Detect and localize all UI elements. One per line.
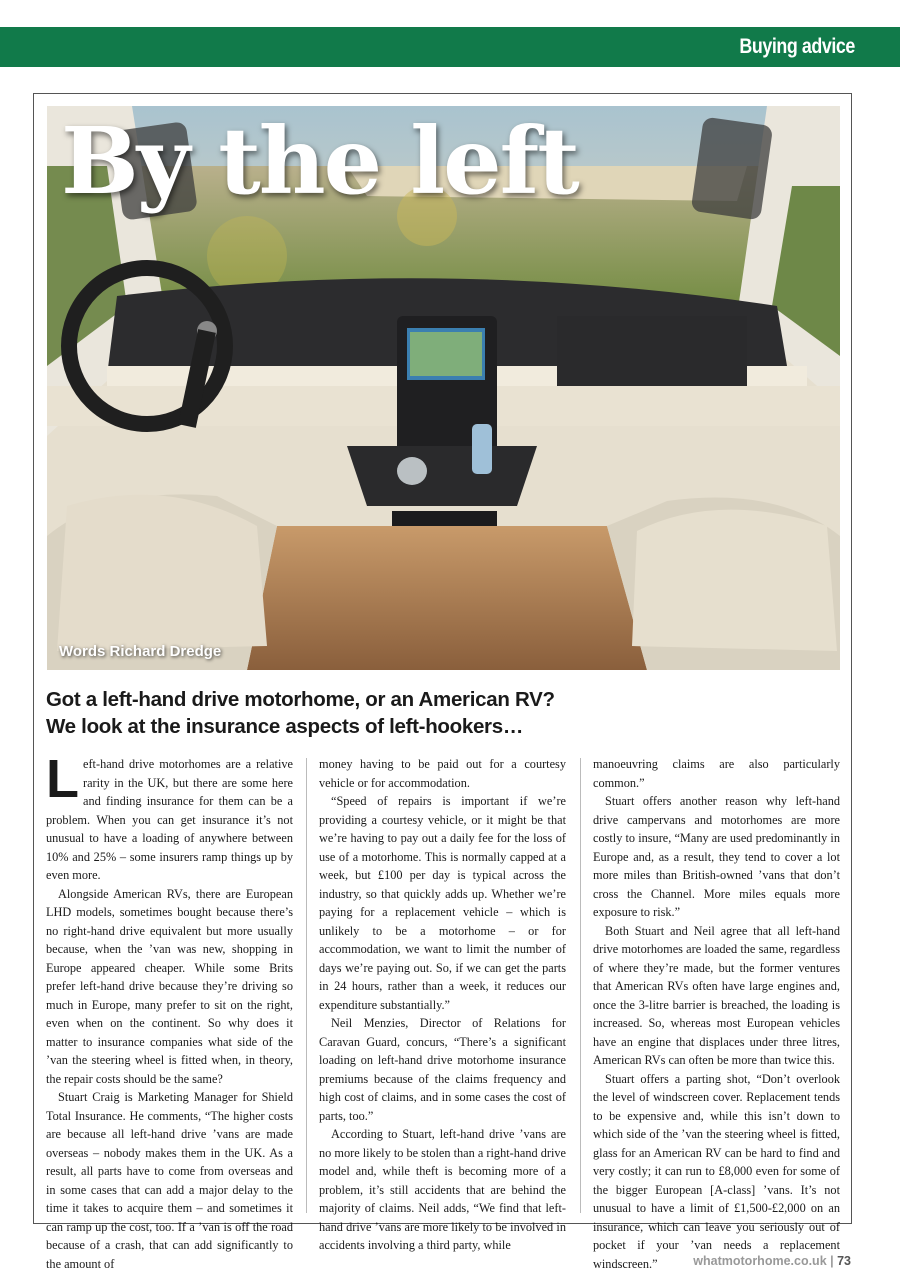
section-header-bar: [0, 27, 900, 67]
drop-cap: L: [46, 749, 79, 809]
standfirst-line: We look at the insurance aspects of left-hookers…: [46, 715, 524, 738]
page-footer: [693, 1254, 851, 1268]
article-paragraph: Stuart offers another reason why left-hand drive campervans and motorhomes are more costly to insure, “Many are used predominantly in Europe and, as a result, they tend to cover a lot more miles than British-owned ’vans that don’t cross the Channel. More miles equals more exposure to risk.”: [593, 794, 840, 919]
column-divider: [306, 758, 307, 1213]
standfirst: [46, 686, 846, 740]
page-number: 73: [837, 1254, 851, 1268]
website-link[interactable]: whatmotorhome.co.uk: [693, 1254, 827, 1268]
article-paragraph: Alongside American RVs, there are European LHD models, sometimes bought because there’s no right-hand drive equivalent but more usually because, when the ’van was new, shopping in Europe appeared cheaper. While some Brits prefer left-hand drive because they’re driving so much in Europe, many prefer to sit on the right, even when on the continent. So why does it matter to insurance companies what side of the ’van the steering wheel is fitted when, in theory, the repair costs should be the same?: [46, 886, 293, 1086]
byline: Words Richard Dredge: [59, 643, 222, 660]
article-column-3: [593, 755, 840, 1273]
article-paragraph: Left-hand drive motorhomes are a relative rarity in the UK, but there are some here and finding insurance for them can be a problem. When you can get insurance it’s not unusual to have a loading of anywhere between 10% and 25% – some insurers ramp things up by even more.: [46, 749, 293, 882]
standfirst-line: Got a left-hand drive motorhome, or an American RV?: [46, 688, 555, 711]
article-paragraph: Stuart offers a parting shot, “Don’t overlook the level of windscreen cover. Replacement tends to be expensive and, while this isn’t down to which side of the ’van the steering wheel is fitted, glass for an American RV can be hard to find and very costly; it can run to £8,000 even for some of the bigger European [A-class] ’vans. It’s not unusual to have a limit of £1,500-£2,000 on an insurance, which can leave you seriously out of pocket if your ’van needs a replacement windscreen.”: [593, 1071, 840, 1271]
article-paragraph: manoeuvring claims are also particularly common.”: [593, 757, 840, 790]
article-paragraph: Neil Menzies, Director of Relations for Caravan Guard, concurs, “There’s a significant loading on left-hand drive motorhome insurance premiums because of the claims frequency and high cost of claims, and in some cases the cost of parts, too.”: [319, 1016, 566, 1123]
article-paragraph: money having to be paid out for a courtesy vehicle or for accommodation.: [319, 757, 566, 790]
article-title: By the left: [61, 107, 578, 215]
article-column-2: [319, 755, 566, 1255]
article-paragraph: “Speed of repairs is important if we’re providing a courtesy vehicle, or it might be that we’re having to pay out a daily fee for the loss of use of a motorhome. This is normally capped at a week, but £100 per day is typical across the industry, so that quickly adds up. Whether we’re paying for a replacement vehicle – which is unlikely to be a motorhome – or for accommodation, we want to limit the number of days we’re paying out. So, if we can get the parts in 24 hours, rather than a week, it reduces our expenditure substantially.”: [319, 794, 566, 1012]
section-label: Buying advice: [739, 35, 855, 58]
article-paragraph: According to Stuart, left-hand drive ’vans are no more likely to be stolen than a right-hand drive model and, while theft is becoming more of a problem, it’s still accidents that are behind the majority of claims. Neil adds, “We find that left-hand drive ’vans are more likely to be involved in accidents involving a third party, while: [319, 1127, 566, 1252]
article-paragraph: Both Stuart and Neil agree that all left-hand drive motorhomes are loaded the same, regardless of where they’re made, but the former ventures that American RVs often have large engines and, once the 3-litre barrier is breached, the loading is increased. So, whereas most European vehicles have an engine that displaces under three litres, American RVs can often be more than twice this.: [593, 923, 840, 1067]
column-divider: [580, 758, 581, 1213]
article-paragraph: Stuart Craig is Marketing Manager for Shield Total Insurance. He comments, “The higher costs are because all left-hand drive ’vans are made overseas – nobody makes them in the UK. As a result, all parts have to come from overseas and in some cases that can add a major delay to the time it takes to acquire them – and sometimes it can ramp up the cost, too. If a ’van is off the road because of a crash, that can add significantly to the amount of: [46, 1090, 293, 1271]
article-column-1: [46, 749, 293, 1273]
footer-separator: |: [826, 1254, 838, 1268]
hero-photo: [47, 106, 840, 670]
